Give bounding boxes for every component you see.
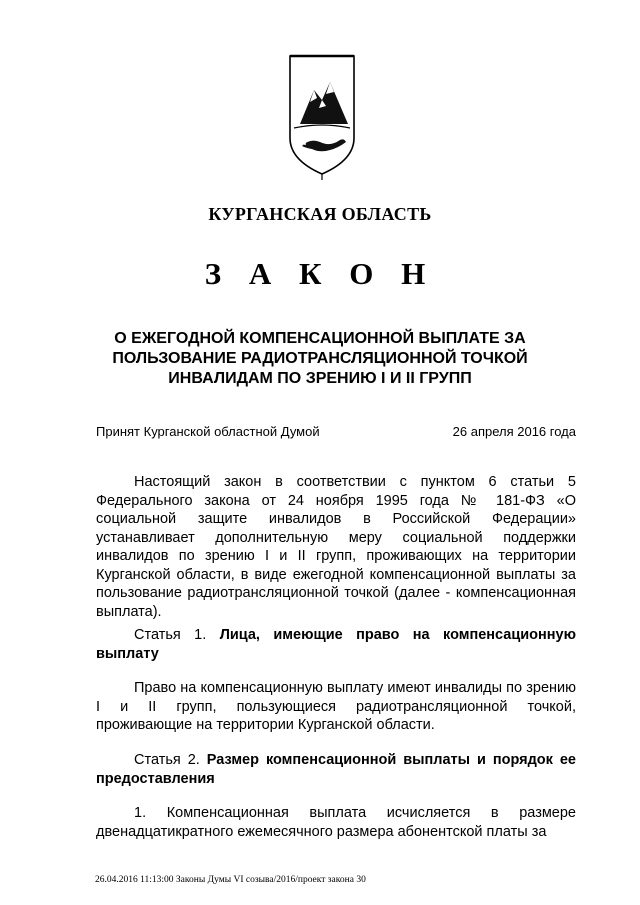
file-path-footer: 26.04.2016 11:13:00 Законы Думы VI созыва/2016/проект закона 30 [95,875,366,885]
law-title-line: ПОЛЬЗОВАНИЕ РАДИОТРАНСЛЯЦИОННОЙ ТОЧКОЙ [112,350,528,367]
article-title: Размер компенсационной выплаты и порядок ее предоставления [96,752,577,787]
adoption-line [96,424,576,439]
law-title-line: О ЕЖЕГОДНОЙ КОМПЕНСАЦИОННОЙ ВЫПЛАТЕ ЗА [114,330,526,347]
law-title-line: ИНВАЛИДАМ ПО ЗРЕНИЮ I И II ГРУПП [168,370,472,387]
law-title [90,329,550,389]
article-2-body [96,804,576,841]
document-type: З А К О Н [204,256,436,291]
article-label: Статья 2. [134,752,200,768]
article-2-heading [96,751,576,788]
article-label: Статья 1. [134,627,207,643]
adopted-by: Принят Курганской областной Думой [96,424,320,439]
coat-of-arms-icon [286,52,358,182]
article-1-body [96,679,576,735]
article-text: 1. Компенсационная выплата исчисляется в размере двенадцатикратного ежемесячного размера абонентской платы за [96,805,576,840]
adoption-date: 26 апреля 2016 года [452,424,576,439]
article-title: Лица, имеющие право на компенсационную выплату [96,627,576,662]
preamble-text: Настоящий закон в соответствии с пунктом 6 статьи 5 Федерального закона от 24 ноября 1995 года № 181-ФЗ «О социальной защите инвалидов в Российской Федерации» устанавливает дополнительную меру социальной поддержки инвалидов по зрению I и II групп, проживающих на территории Курганской области, в виде ежегодной компенсационной выплаты за пользование радиотрансляционной точкой (далее - компенсационная выплата). [96,474,576,620]
article-text: Право на компенсационную выплату имеют инвалиды по зрению I и II групп, пользующиеся радиотрансляционной точкой, проживающие на территории Курганской области. [96,680,576,733]
preamble [96,473,576,621]
article-1-heading [96,626,576,663]
region-name: КУРГАНСКАЯ ОБЛАСТЬ [208,204,432,224]
